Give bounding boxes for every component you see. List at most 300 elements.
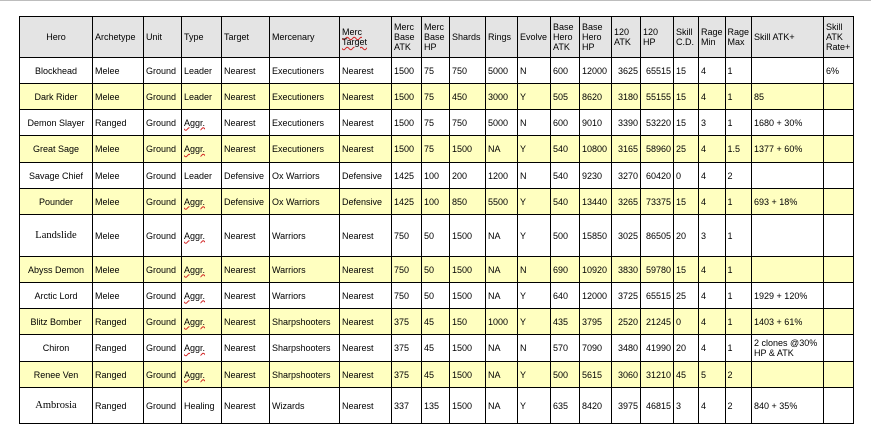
cell-skill-atk-plus: 85 [752,84,824,110]
cell-evolve: N [518,58,551,84]
cell-hero: Blockhead [20,58,93,84]
cell-evolve: N [518,163,551,189]
cell-skill-atk-plus [752,58,824,84]
table-row [20,215,854,257]
cell-evolve: Y [518,388,551,424]
cell-rage-max: 1 [725,215,752,257]
cell-merc-base-hp: 45 [422,362,450,388]
cell-rage-max: 1 [725,257,752,283]
cell-base-hero-hp: 13440 [580,189,612,215]
cell-skill-cd: 45 [674,362,699,388]
cell-shards: 1500 [450,335,486,362]
table-row [20,309,854,335]
cell-type: Leader [182,163,222,189]
cell-rage-max: 1 [725,335,752,362]
cell-merc-base-atk: 1500 [392,84,422,110]
cell-merc-target: Nearest [340,309,392,335]
cell-rage-min: 5 [699,362,726,388]
cell-evolve: N [518,110,551,136]
cell-shards: 1500 [450,388,486,424]
cell-rage-min: 4 [699,335,726,362]
cell-rage-min: 4 [699,84,726,110]
cell-mercenary: Executioners [270,136,340,163]
cell-skill-cd: 15 [674,189,699,215]
cell-base-hero-atk: 635 [551,388,580,424]
cell-rage-min: 4 [699,189,726,215]
cell-base-hero-hp: 12000 [580,58,612,84]
cell-base-hero-atk: 640 [551,283,580,309]
table-row [20,189,854,215]
cell-target: Nearest [222,309,270,335]
cell-merc-base-hp: 75 [422,58,450,84]
cell-skill-cd: 15 [674,58,699,84]
cell-hero: Abyss Demon [20,257,93,283]
table-row [20,388,854,424]
cell-shards: 1500 [450,136,486,163]
cell-atk-120: 3165 [612,136,641,163]
cell-skill-atk-plus: 1680 + 30% [752,110,824,136]
cell-rage-min: 4 [699,309,726,335]
cell-type: Aggr. [182,309,222,335]
cell-base-hero-hp: 5615 [580,362,612,388]
cell-type: Aggr. [182,136,222,163]
cell-hero: Pounder [20,189,93,215]
cell-base-hero-atk: 540 [551,163,580,189]
cell-base-hero-hp: 3795 [580,309,612,335]
header-row [20,17,854,58]
cell-hp-120: 21245 [641,309,674,335]
header-rage-max: Rage Max [725,17,752,58]
cell-rage-max: 1 [725,283,752,309]
cell-skill-atk-rate [824,309,854,335]
header-evolve: Evolve [518,17,551,58]
cell-rage-min: 3 [699,215,726,257]
cell-mercenary: Wizards [270,388,340,424]
cell-target: Nearest [222,362,270,388]
cell-unit: Ground [144,283,182,309]
cell-merc-base-atk: 1425 [392,189,422,215]
cell-archetype: Melee [93,58,144,84]
cell-hero: Demon Slayer [20,110,93,136]
cell-rage-max: 2 [725,388,752,424]
cell-hero: Arctic Lord [20,283,93,309]
cell-hp-120: 59780 [641,257,674,283]
cell-skill-cd: 15 [674,110,699,136]
cell-type: Aggr. [182,189,222,215]
cell-hp-120: 60420 [641,163,674,189]
cell-target: Nearest [222,257,270,283]
cell-type: Healing [182,388,222,424]
header-shards: Shards [450,17,486,58]
cell-skill-cd: 15 [674,257,699,283]
cell-merc-target: Nearest [340,136,392,163]
cell-atk-120: 3265 [612,189,641,215]
cell-rings: 3000 [486,84,518,110]
cell-atk-120: 3060 [612,362,641,388]
cell-mercenary: Sharpshooters [270,309,340,335]
cell-archetype: Ranged [93,335,144,362]
cell-rage-max: 1 [725,189,752,215]
cell-type: Aggr. [182,335,222,362]
cell-merc-base-atk: 750 [392,257,422,283]
cell-shards: 1500 [450,215,486,257]
cell-atk-120: 3180 [612,84,641,110]
cell-unit: Ground [144,163,182,189]
cell-mercenary: Executioners [270,110,340,136]
cell-merc-base-atk: 375 [392,309,422,335]
cell-merc-base-atk: 1500 [392,58,422,84]
cell-hp-120: 86505 [641,215,674,257]
cell-base-hero-hp: 8620 [580,84,612,110]
cell-rage-max: 1.5 [725,136,752,163]
cell-base-hero-hp: 10800 [580,136,612,163]
header-base-hero-hp: Base Hero HP [580,17,612,58]
cell-rings: NA [486,257,518,283]
cell-type: Aggr. [182,362,222,388]
cell-merc-base-atk: 337 [392,388,422,424]
cell-hero: Savage Chief [20,163,93,189]
cell-skill-atk-rate [824,283,854,309]
cell-skill-atk-plus: 840 + 35% [752,388,824,424]
cell-merc-target: Nearest [340,257,392,283]
cell-evolve: Y [518,283,551,309]
table-row [20,362,854,388]
cell-type: Aggr. [182,283,222,309]
header-rings: Rings [486,17,518,58]
cell-rage-max: 1 [725,84,752,110]
header-type: Type [182,17,222,58]
hero-stats-table [19,16,854,424]
cell-skill-atk-plus: 693 + 18% [752,189,824,215]
cell-skill-atk-plus: 1377 + 60% [752,136,824,163]
cell-archetype: Melee [93,215,144,257]
cell-type: Leader [182,58,222,84]
cell-rings: NA [486,388,518,424]
header-skill-atk-rate: Skill ATK Rate+ [824,17,854,58]
header-base-hero-atk: Base Hero ATK [551,17,580,58]
cell-target: Defensive [222,189,270,215]
cell-mercenary: Executioners [270,84,340,110]
cell-archetype: Melee [93,257,144,283]
cell-skill-atk-plus [752,257,824,283]
cell-hero: Great Sage [20,136,93,163]
cell-atk-120: 3390 [612,110,641,136]
cell-base-hero-hp: 7090 [580,335,612,362]
cell-skill-atk-plus [752,163,824,189]
cell-hp-120: 46815 [641,388,674,424]
cell-mercenary: Warriors [270,215,340,257]
cell-merc-base-atk: 1500 [392,110,422,136]
cell-type: Aggr. [182,110,222,136]
cell-rage-max: 1 [725,110,752,136]
cell-atk-120: 3270 [612,163,641,189]
cell-merc-base-hp: 75 [422,110,450,136]
cell-merc-base-hp: 45 [422,335,450,362]
cell-merc-base-hp: 75 [422,136,450,163]
cell-base-hero-atk: 570 [551,335,580,362]
cell-shards: 1500 [450,362,486,388]
cell-mercenary: Ox Warriors [270,163,340,189]
cell-archetype: Ranged [93,362,144,388]
cell-rings: NA [486,335,518,362]
cell-skill-cd: 0 [674,163,699,189]
cell-skill-atk-rate [824,388,854,424]
cell-merc-base-hp: 50 [422,257,450,283]
cell-evolve: N [518,335,551,362]
table-row [20,136,854,163]
cell-base-hero-atk: 540 [551,136,580,163]
cell-unit: Ground [144,110,182,136]
cell-skill-cd: 25 [674,283,699,309]
cell-rage-max: 1 [725,309,752,335]
cell-skill-atk-rate: 6% [824,58,854,84]
cell-skill-cd: 20 [674,215,699,257]
cell-hero: Ambrosia [20,388,93,424]
cell-archetype: Ranged [93,388,144,424]
cell-merc-target: Nearest [340,58,392,84]
cell-hero: Landslide [20,215,93,257]
cell-shards: 1500 [450,257,486,283]
cell-evolve: N [518,257,551,283]
table-row [20,335,854,362]
cell-rage-min: 4 [699,257,726,283]
cell-unit: Ground [144,257,182,283]
cell-base-hero-atk: 500 [551,215,580,257]
cell-atk-120: 3725 [612,283,641,309]
cell-skill-atk-plus: 1403 + 61% [752,309,824,335]
cell-skill-atk-rate [824,110,854,136]
table-row [20,283,854,309]
header-target: Target [222,17,270,58]
cell-base-hero-atk: 600 [551,58,580,84]
header-rage-min: Rage Min [699,17,726,58]
cell-hero: Chiron [20,335,93,362]
cell-skill-cd: 15 [674,84,699,110]
cell-hp-120: 73375 [641,189,674,215]
cell-mercenary: Executioners [270,58,340,84]
cell-skill-cd: 3 [674,388,699,424]
cell-unit: Ground [144,189,182,215]
cell-merc-base-atk: 375 [392,335,422,362]
cell-shards: 850 [450,189,486,215]
cell-shards: 1500 [450,283,486,309]
cell-shards: 750 [450,110,486,136]
cell-merc-base-atk: 1425 [392,163,422,189]
cell-merc-base-hp: 135 [422,388,450,424]
cell-skill-atk-plus [752,362,824,388]
cell-target: Nearest [222,84,270,110]
cell-evolve: Y [518,84,551,110]
cell-target: Nearest [222,335,270,362]
cell-base-hero-hp: 15850 [580,215,612,257]
cell-evolve: Y [518,136,551,163]
cell-base-hero-atk: 500 [551,362,580,388]
cell-atk-120: 3480 [612,335,641,362]
cell-unit: Ground [144,58,182,84]
cell-hp-120: 41990 [641,335,674,362]
cell-skill-cd: 0 [674,309,699,335]
cell-merc-base-hp: 100 [422,189,450,215]
cell-skill-atk-rate [824,362,854,388]
cell-skill-atk-rate [824,189,854,215]
cell-rings: NA [486,283,518,309]
cell-merc-base-hp: 50 [422,215,450,257]
cell-base-hero-hp: 12000 [580,283,612,309]
cell-rage-min: 4 [699,283,726,309]
cell-base-hero-atk: 690 [551,257,580,283]
header-hp-120: 120 HP [641,17,674,58]
cell-skill-atk-rate [824,257,854,283]
table-row [20,58,854,84]
cell-mercenary: Warriors [270,257,340,283]
cell-mercenary: Sharpshooters [270,335,340,362]
cell-atk-120: 2520 [612,309,641,335]
cell-unit: Ground [144,309,182,335]
table-row [20,110,854,136]
cell-base-hero-hp: 8420 [580,388,612,424]
cell-merc-base-hp: 50 [422,283,450,309]
cell-target: Nearest [222,215,270,257]
cell-merc-target: Defensive [340,163,392,189]
cell-shards: 150 [450,309,486,335]
cell-unit: Ground [144,136,182,163]
header-hero: Hero [20,17,93,58]
cell-archetype: Melee [93,189,144,215]
cell-unit: Ground [144,84,182,110]
cell-archetype: Melee [93,283,144,309]
cell-merc-target: Nearest [340,362,392,388]
cell-merc-base-hp: 100 [422,163,450,189]
cell-shards: 750 [450,58,486,84]
cell-hp-120: 53220 [641,110,674,136]
header-skill-atk-plus: Skill ATK+ [752,17,824,58]
cell-archetype: Ranged [93,110,144,136]
cell-skill-atk-plus: 1929 + 120% [752,283,824,309]
cell-archetype: Melee [93,84,144,110]
cell-base-hero-hp: 10920 [580,257,612,283]
cell-rings: 1000 [486,309,518,335]
cell-merc-target: Nearest [340,388,392,424]
cell-merc-base-hp: 75 [422,84,450,110]
cell-archetype: Melee [93,136,144,163]
cell-target: Nearest [222,283,270,309]
header-merc-base-hp: Merc Base HP [422,17,450,58]
header-merc-base-atk: Merc Base ATK [392,17,422,58]
cell-rings: NA [486,362,518,388]
cell-skill-atk-rate [824,163,854,189]
cell-rage-min: 4 [699,58,726,84]
cell-rage-max: 1 [725,58,752,84]
cell-mercenary: Sharpshooters [270,362,340,388]
cell-rings: 1200 [486,163,518,189]
cell-rings: 5000 [486,58,518,84]
table-row [20,84,854,110]
cell-hero: Blitz Bomber [20,309,93,335]
cell-archetype: Melee [93,163,144,189]
cell-skill-cd: 25 [674,136,699,163]
cell-skill-atk-plus [752,215,824,257]
cell-shards: 200 [450,163,486,189]
cell-skill-atk-rate [824,215,854,257]
cell-merc-base-atk: 375 [392,362,422,388]
cell-rings: NA [486,136,518,163]
cell-merc-base-hp: 45 [422,309,450,335]
header-archetype: Archetype [93,17,144,58]
cell-rage-min: 4 [699,388,726,424]
cell-skill-atk-rate [824,335,854,362]
cell-type: Aggr. [182,257,222,283]
table-row [20,163,854,189]
cell-rage-max: 2 [725,362,752,388]
cell-merc-base-atk: 750 [392,215,422,257]
cell-hp-120: 58960 [641,136,674,163]
cell-evolve: Y [518,362,551,388]
header-unit: Unit [144,17,182,58]
cell-unit: Ground [144,388,182,424]
cell-merc-target: Nearest [340,110,392,136]
cell-merc-target: Nearest [340,335,392,362]
top-border-line [0,0,871,1]
cell-base-hero-hp: 9230 [580,163,612,189]
cell-rings: 5000 [486,110,518,136]
cell-skill-cd: 20 [674,335,699,362]
cell-skill-atk-rate [824,136,854,163]
cell-mercenary: Ox Warriors [270,189,340,215]
cell-base-hero-atk: 540 [551,189,580,215]
cell-target: Nearest [222,58,270,84]
header-skill-cd: Skill C.D. [674,17,699,58]
cell-shards: 450 [450,84,486,110]
cell-unit: Ground [144,335,182,362]
cell-target: Defensive [222,163,270,189]
cell-target: Nearest [222,110,270,136]
cell-rage-min: 4 [699,163,726,189]
cell-rings: 5500 [486,189,518,215]
cell-evolve: Y [518,189,551,215]
cell-hp-120: 31210 [641,362,674,388]
cell-merc-target: Nearest [340,215,392,257]
cell-unit: Ground [144,362,182,388]
cell-archetype: Ranged [93,309,144,335]
cell-hp-120: 65515 [641,283,674,309]
header-atk-120: 120 ATK [612,17,641,58]
header-merc-target: Merc Target [340,17,392,58]
cell-atk-120: 3025 [612,215,641,257]
cell-base-hero-atk: 600 [551,110,580,136]
cell-mercenary: Warriors [270,283,340,309]
cell-type: Leader [182,84,222,110]
cell-hp-120: 55155 [641,84,674,110]
cell-rings: NA [486,215,518,257]
cell-skill-atk-plus: 2 clones @30% HP & ATK [752,335,824,362]
cell-atk-120: 3625 [612,58,641,84]
header-mercenary: Mercenary [270,17,340,58]
cell-type: Aggr. [182,215,222,257]
cell-atk-120: 3830 [612,257,641,283]
cell-rage-min: 3 [699,110,726,136]
cell-rage-min: 4 [699,136,726,163]
cell-base-hero-atk: 435 [551,309,580,335]
cell-base-hero-hp: 9010 [580,110,612,136]
cell-merc-target: Nearest [340,283,392,309]
cell-hero: Renee Ven [20,362,93,388]
cell-atk-120: 3975 [612,388,641,424]
cell-skill-atk-rate [824,84,854,110]
table-row [20,257,854,283]
cell-hero: Dark Rider [20,84,93,110]
cell-merc-base-atk: 1500 [392,136,422,163]
cell-unit: Ground [144,215,182,257]
